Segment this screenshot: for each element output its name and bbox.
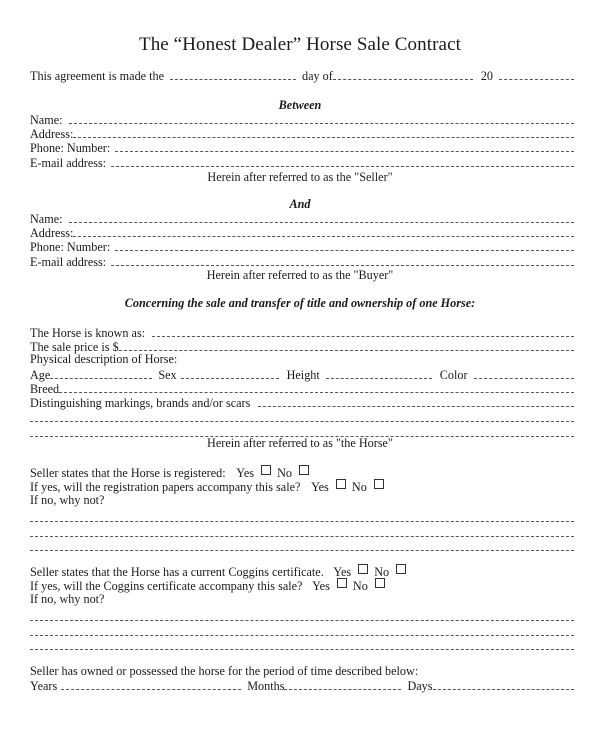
ownership-statement: Seller has owned or possessed the horse for the period of time described below:	[30, 664, 419, 678]
physical-description-row	[30, 367, 574, 382]
buyer-address-row	[30, 225, 574, 240]
sex-label: Sex	[158, 368, 177, 382]
breed-row	[30, 381, 574, 396]
seller-name-label: Name:	[30, 113, 63, 127]
years-label: Years	[30, 679, 58, 693]
registration-why-not: If no, why not?	[30, 493, 105, 507]
buyer-email-label: E-mail address:	[30, 255, 107, 269]
seller-name-row	[30, 112, 574, 127]
age-field[interactable]	[50, 378, 152, 379]
seller-phone-row	[30, 140, 574, 155]
seller-address-label: Address:	[30, 127, 74, 141]
coggins-accompany-yes-label: Yes	[312, 579, 330, 593]
coggins-question: Seller states that the Horse has a current Coggins certificate.	[30, 565, 324, 579]
horse-name-label: The Horse is known as:	[30, 326, 146, 340]
seller-email-field[interactable]	[111, 166, 574, 167]
seller-phone-field[interactable]	[115, 151, 574, 152]
coggins-reason-line-1[interactable]	[30, 620, 574, 621]
buyer-phone-field[interactable]	[115, 250, 574, 251]
agreement-month-field[interactable]	[333, 79, 473, 80]
coggins-yes-checkbox[interactable]	[358, 564, 368, 574]
coggins-reason-line-3[interactable]	[30, 649, 574, 650]
seller-phone-label: Phone: Number:	[30, 141, 111, 155]
color-field[interactable]	[474, 378, 574, 379]
registration-papers-yes-checkbox[interactable]	[336, 479, 346, 489]
horse-name-row	[30, 325, 574, 340]
registration-question-row	[30, 465, 312, 480]
sale-price-label: The sale price is $	[30, 340, 119, 354]
registration-no-checkbox[interactable]	[299, 465, 309, 475]
coggins-reason-line-2[interactable]	[30, 635, 574, 636]
breed-label: Breed	[30, 382, 60, 396]
buyer-address-label: Address:	[30, 226, 74, 240]
seller-email-row	[30, 155, 574, 170]
registration-reason-line-2[interactable]	[30, 536, 574, 537]
seller-note: Herein after referred to as the "Seller"	[207, 170, 393, 184]
months-field[interactable]	[284, 689, 401, 690]
coggins-accompany-no-checkbox[interactable]	[375, 578, 385, 588]
coggins-accompany-no-label: No	[352, 579, 368, 593]
buyer-address-field[interactable]	[73, 236, 574, 237]
coggins-question-row	[30, 564, 409, 579]
horse-heading: Concerning the sale and transfer of title and ownership of one Horse:	[124, 296, 476, 310]
sex-field[interactable]	[181, 378, 279, 379]
buyer-email-row	[30, 254, 574, 269]
buyer-phone-label: Phone: Number:	[30, 240, 111, 254]
agreement-year-prefix: 20	[480, 69, 493, 83]
registration-no-label: No	[277, 466, 293, 480]
agreement-prefix: This agreement is made the	[30, 69, 165, 83]
age-label: Age	[30, 368, 51, 382]
markings-label: Distinguishing markings, brands and/or scars	[30, 396, 251, 410]
coggins-no-checkbox[interactable]	[396, 564, 406, 574]
horse-note: Herein after referred to as "the Horse"	[207, 436, 393, 450]
seller-name-field[interactable]	[69, 123, 575, 124]
agreement-year-field[interactable]	[499, 79, 574, 80]
coggins-yes-label: Yes	[333, 565, 352, 579]
registration-followup-row	[30, 479, 387, 494]
buyer-phone-row	[30, 239, 574, 254]
agreement-day-of-label: day of	[302, 69, 333, 83]
coggins-accompany-yes-checkbox[interactable]	[337, 578, 347, 588]
breed-field[interactable]	[59, 392, 574, 393]
registration-papers-no-checkbox[interactable]	[374, 479, 384, 489]
coggins-followup: If yes, will the Coggins certificate accompany this sale?	[30, 579, 303, 593]
months-label: Months	[247, 679, 285, 693]
seller-address-field[interactable]	[73, 137, 574, 138]
markings-field[interactable]	[258, 406, 574, 407]
height-field[interactable]	[326, 378, 432, 379]
markings-line-2[interactable]	[30, 421, 574, 422]
agreement-line	[30, 68, 574, 83]
registration-papers-yes-label: Yes	[311, 480, 329, 494]
sale-price-field[interactable]	[119, 350, 574, 351]
coggins-followup-row	[30, 578, 388, 593]
registration-yes-label: Yes	[236, 466, 255, 480]
registration-reason-line-1[interactable]	[30, 521, 574, 522]
buyer-name-label: Name:	[30, 212, 63, 226]
registration-papers-no-label: No	[351, 480, 367, 494]
horse-name-field[interactable]	[152, 336, 574, 337]
color-label: Color	[439, 368, 468, 382]
ownership-period-row	[30, 678, 574, 693]
markings-row	[30, 395, 574, 410]
registration-question: Seller states that the Horse is registered:	[30, 466, 226, 480]
buyer-heading: And	[289, 197, 311, 211]
years-field[interactable]	[61, 689, 241, 690]
height-label: Height	[286, 368, 320, 382]
buyer-note: Herein after referred to as the "Buyer"	[206, 268, 394, 282]
days-field[interactable]	[433, 689, 574, 690]
buyer-name-row	[30, 211, 574, 226]
buyer-email-field[interactable]	[111, 265, 574, 266]
registration-followup: If yes, will the registration papers accompany this sale?	[30, 480, 301, 494]
buyer-name-field[interactable]	[69, 222, 575, 223]
days-label: Days	[407, 679, 433, 693]
coggins-no-label: No	[374, 565, 390, 579]
agreement-day-field[interactable]	[170, 79, 296, 80]
physical-description-label: Physical description of Horse:	[30, 352, 178, 366]
seller-email-label: E-mail address:	[30, 156, 107, 170]
registration-yes-checkbox[interactable]	[261, 465, 271, 475]
seller-heading: Between	[278, 98, 322, 112]
coggins-why-not: If no, why not?	[30, 592, 105, 606]
document-title: The “Honest Dealer” Horse Sale Contract	[138, 34, 462, 55]
seller-address-row	[30, 126, 574, 141]
registration-reason-line-3[interactable]	[30, 550, 574, 551]
